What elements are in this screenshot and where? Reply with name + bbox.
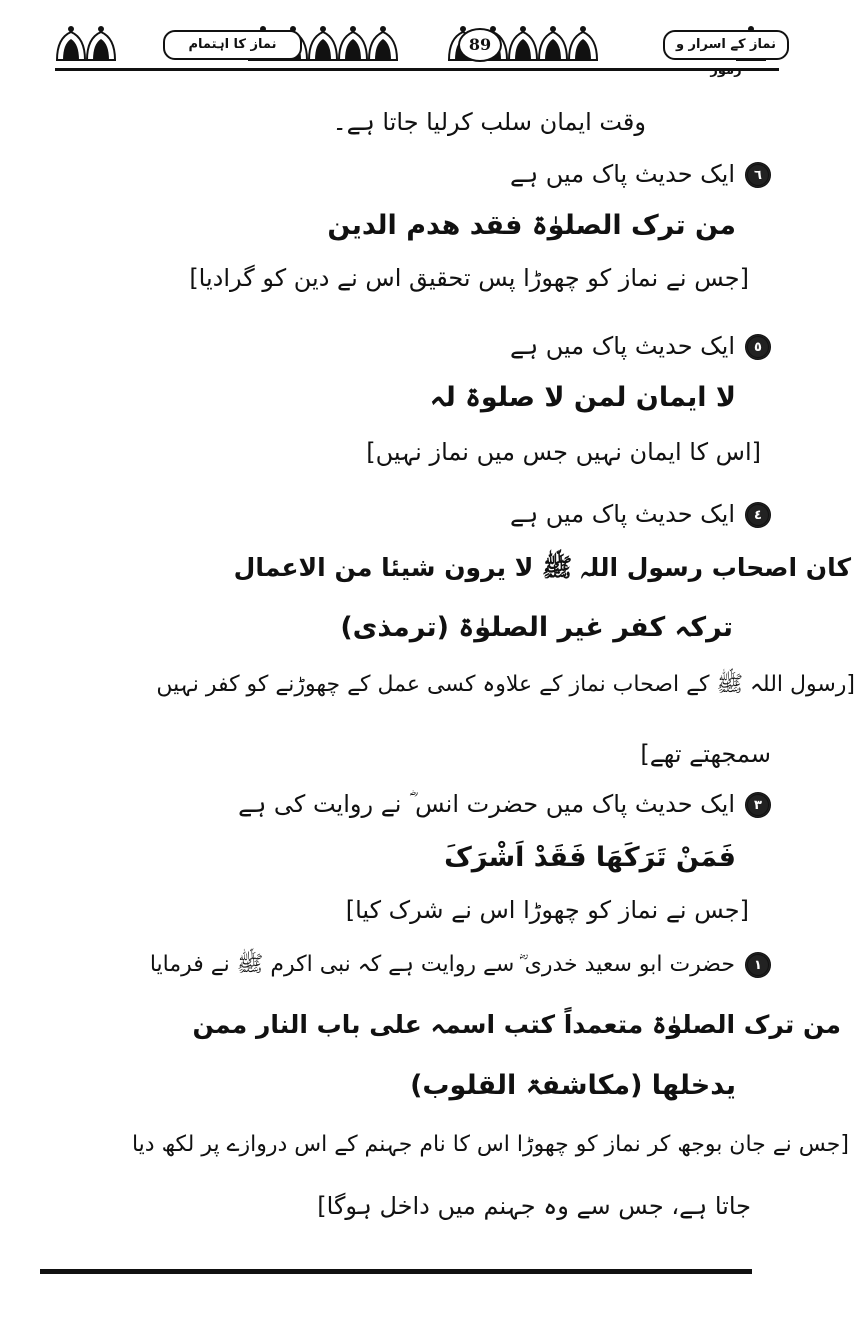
number-marker: ١ (745, 952, 771, 978)
arabic-hadith: یدخلھا (مکاشفۃ القلوب) (410, 1070, 736, 1101)
urdu-translation: [اس کا ایمان نہیں جس میں نماز نہیں] (366, 438, 761, 466)
page-header (55, 24, 779, 64)
urdu-translation: [جس نے جان بوجھ کر نماز کو چھوڑا اس کا نام جہنم کے اس دروازے پر لکھ دیا (131, 1132, 849, 1157)
arabic-hadith: کان اصحاب رسول اللہ ﷺ لا یرون شیئا من الاعمال (233, 553, 851, 582)
chapter-title: نماز کا اہتمام (163, 30, 302, 60)
text-line: وقت ایمان سلب کرلیا جاتا ہے۔ (332, 108, 646, 136)
urdu-translation: جاتا ہے، جس سے وہ جہنم میں داخل ہوگا] (317, 1192, 751, 1220)
number-marker: ٤ (745, 502, 771, 528)
arabic-hadith: من ترک الصلوٰۃ متعمداً کتب اسمہ علی باب النار ممن (192, 1010, 841, 1039)
number-marker: ٣ (745, 792, 771, 818)
arabic-hadith: ترکہ کفر غیر الصلوٰۃ (ترمذی) (340, 612, 733, 643)
number-marker: ٦ (745, 162, 771, 188)
footer-rule (40, 1269, 752, 1274)
header-rule (55, 68, 779, 71)
hadith-intro-1: ١حضرت ابو سعید خدری ؓ سے روایت ہے کہ نبی اکرم ﷺ نے فرمایا (150, 950, 771, 982)
number-marker: ٥ (745, 334, 771, 360)
hadith-intro-3: ٣ایک حدیث پاک میں حضرت انس ؓ نے روایت کی ہے (238, 790, 771, 818)
page-number: 89 (458, 28, 502, 62)
arabic-hadith: فَمَنْ تَرَکَهَا فَقَدْ اَشْرَکَ (444, 842, 736, 873)
hadith-intro-4: ٤ایک حدیث پاک میں ہے (510, 500, 771, 528)
urdu-translation: [رسول اللہ ﷺ کے اصحاب نماز کے علاوہ کسی عمل کے چھوڑنے کو کفر نہیں (156, 672, 855, 697)
arabic-hadith: لا ایمان لمن لا صلوۃ لہ (429, 382, 736, 413)
urdu-translation: سمجھتے تھے] (640, 740, 771, 768)
hadith-intro-6: ٦ایک حدیث پاک میں ہے (510, 160, 771, 188)
urdu-translation: [جس نے نماز کو چھوڑا اس نے شرک کیا] (345, 896, 749, 924)
hadith-intro-5: ٥ایک حدیث پاک میں ہے (510, 332, 771, 360)
urdu-translation: [جس نے نماز کو چھوڑا پس تحقیق اس نے دین کو گرادیا] (189, 264, 749, 292)
arabic-hadith: من ترک الصلوٰۃ فقد ھدم الدین (327, 210, 736, 241)
book-title: نماز کے اسرار و (663, 30, 789, 60)
